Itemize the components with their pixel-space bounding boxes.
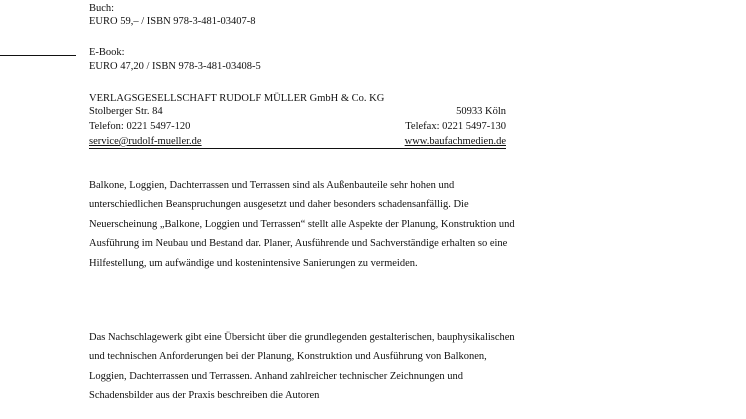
- publisher-fax: Telefax: 0221 5497-130: [405, 121, 506, 132]
- paragraph-overview: Das Nachschlagewerk gibt eine Übersicht über die grundlegenden gestalterischen, bauphysikalischen und technischen Anforderungen bei der Planung, Konstruktion und Ausführung von Balkonen, Loggien, Dachterrassen und Terrassen. Anhand zahlreicher technischer Zeichnungen und Schadensbilder aus der Praxis beschreiben die Autoren: [89, 332, 515, 402]
- publisher-name: VERLAGSGESELLSCHAFT RUDOLF MÜLLER GmbH & Co. KG: [89, 93, 385, 104]
- margin-rule: [0, 55, 76, 56]
- publisher-website-link[interactable]: www.baufachmedien.de: [404, 136, 506, 147]
- publisher-contact-rule: [89, 148, 506, 149]
- publisher-street: Stolberger Str. 84: [89, 106, 163, 117]
- ebook-price-isbn: EURO 47,20 / ISBN 978-3-481-03408-5: [89, 61, 261, 72]
- book-label: Buch:: [89, 3, 115, 14]
- ebook-label: E-Book:: [89, 47, 125, 58]
- book-price-isbn: EURO 59,– / ISBN 978-3-481-03407-8: [89, 16, 256, 27]
- paragraph-intro: Balkone, Loggien, Dachterrassen und Terrassen sind als Außenbauteile sehr hohen und unterschiedlichen Beanspruchungen ausgesetzt und daher besonders schadensanfällig. Die Neuerscheinung „Balkone, Loggien und Terrassen“ stellt alle Aspekte der Planung, Konstruktion und Ausführung im Neubau und Bestand dar. Planer, Ausführende und Sachverständige erhalten so eine Hilfestellung, um aufwändige und kostenintensive Sanierungen zu vermeiden.: [89, 180, 515, 269]
- publisher-phone: Telefon: 0221 5497-120: [89, 121, 191, 132]
- publisher-email-link[interactable]: service@rudolf-mueller.de: [89, 136, 202, 147]
- publisher-city: 50933 Köln: [456, 106, 506, 117]
